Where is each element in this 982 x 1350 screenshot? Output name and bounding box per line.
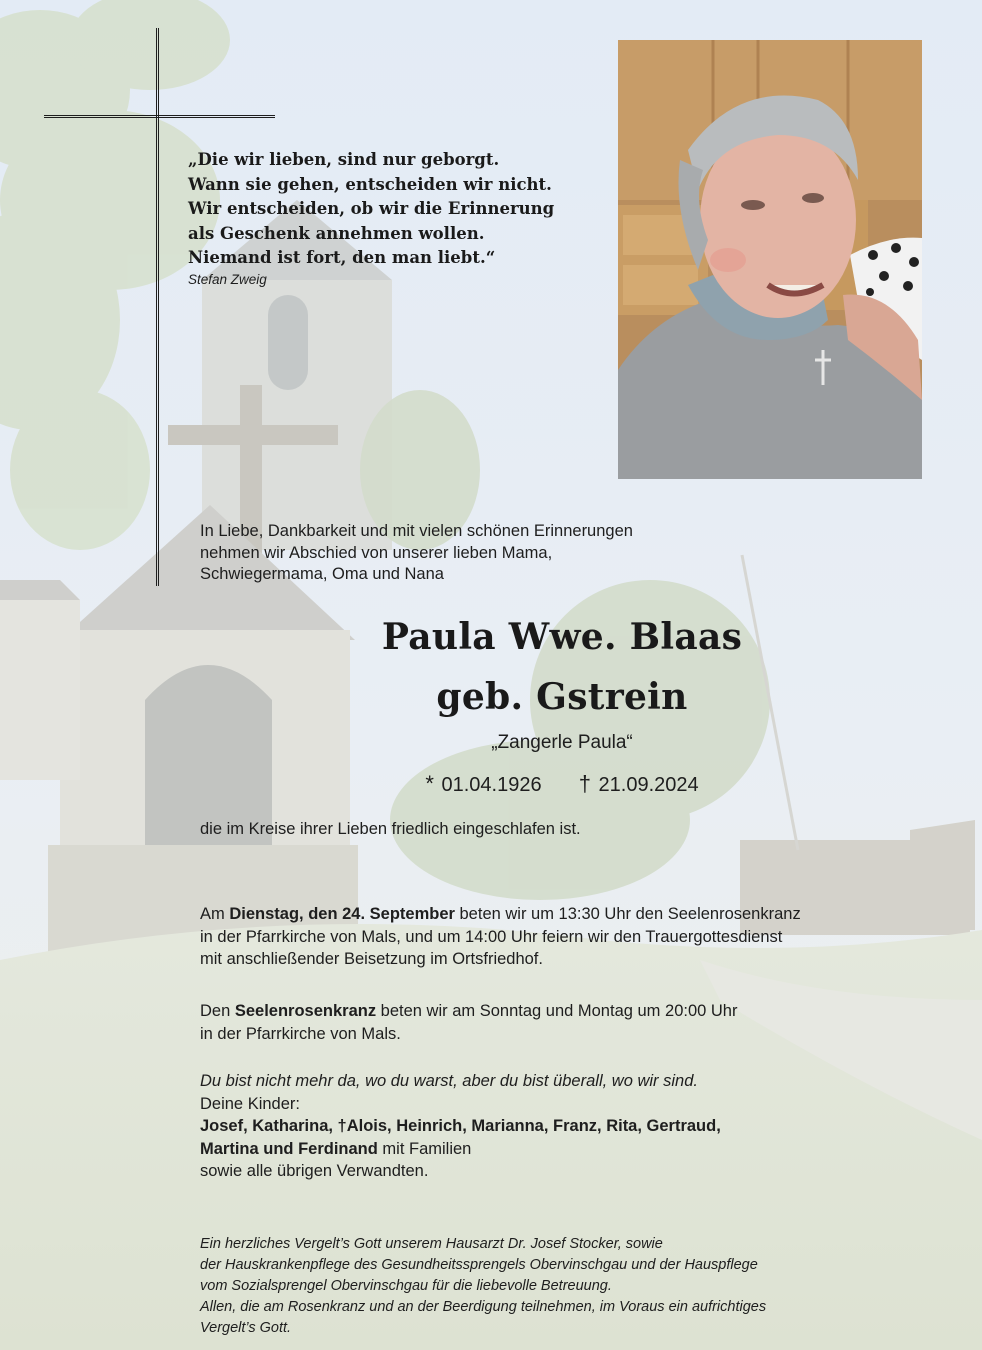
intro-line: In Liebe, Dankbarkeit und mit vielen schönen Erinnerungen <box>200 522 633 540</box>
quote-author: Stefan Zweig <box>188 272 267 287</box>
children-names: Martina und Ferdinand <box>200 1139 378 1158</box>
thanks-line: Ein herzliches Vergelt’s Gott unserem Hausarzt Dr. Josef Stocker, sowie <box>200 1236 663 1252</box>
portrait-photo <box>618 40 922 479</box>
quote-line: Wann sie gehen, entscheiden wir nicht. <box>188 174 552 194</box>
peaceful-passing-text: die im Kreise ihrer Lieben friedlich eingeschlafen ist. <box>200 820 581 838</box>
rosary-line: in der Pfarrkirche von Mals. <box>200 1024 401 1043</box>
rosary-line <box>200 1000 940 1023</box>
intro-text <box>200 521 760 586</box>
rosary-pre: Den <box>200 1002 235 1020</box>
cross-vertical-line <box>156 28 159 586</box>
funeral-service-paragraph <box>200 903 940 971</box>
death-date: 21.09.2024 <box>598 774 699 796</box>
other-relatives: sowie alle übrigen Verwandten. <box>200 1162 429 1180</box>
children-names: Josef, Katharina, †Alois, Heinrich, Marianna, Franz, Rita, Gertraud, <box>200 1117 721 1135</box>
deceased-name: Paula Wwe. Blaas <box>381 616 743 658</box>
cross-horizontal-line <box>44 115 275 118</box>
life-dates <box>262 771 862 797</box>
thanks-line: Allen, die am Rosenkranz und an der Beerdigung teilnehmen, im Voraus ein aufrichtiges <box>200 1299 767 1315</box>
quote-line: Wir entscheiden, ob wir die Erinnerung <box>188 199 555 218</box>
death-cross-icon: † <box>578 771 591 796</box>
deceased-birth-name: geb. Gstrein <box>436 676 688 718</box>
birth-date: 01.04.1926 <box>441 774 542 796</box>
thanks-line: vom Sozialsprengel Obervinschgau für die liebevolle Betreuung. <box>200 1278 612 1294</box>
thanks-line: Vergelt’s Gott. <box>200 1320 292 1336</box>
quote-line: als Geschenk annehmen wollen. <box>188 223 485 243</box>
birth-star-icon: * <box>425 771 434 796</box>
intro-line: nehmen wir Abschied von unserer lieben Mama, <box>200 543 553 562</box>
quote-line: Niemand ist fort, den man liebt.“ <box>188 248 496 267</box>
service-post: beten wir um 13:30 Uhr den Seelenrosenkranz <box>454 905 801 923</box>
children-line <box>200 1138 940 1161</box>
service-pre: Am <box>200 905 230 923</box>
quote-line: „Die wir lieben, sind nur geborgt. <box>188 150 500 169</box>
children-label: Deine Kinder: <box>200 1094 300 1113</box>
family-motto: Du bist nicht mehr da, wo du warst, aber du bist überall, wo wir sind. <box>200 1072 698 1090</box>
thanks-line: der Hauskrankenpflege des Gesundheitssprengels Obervinschgau und der Hauspflege <box>200 1257 758 1273</box>
service-line: in der Pfarrkirche von Mals, und um 14:00 Uhr feiern wir den Trauergottesdienst <box>200 927 783 946</box>
deceased-nickname: „Zangerle Paula“ <box>491 732 633 753</box>
service-line <box>200 903 940 926</box>
service-line: mit anschließender Beisetzung im Ortsfriedhof. <box>200 950 543 968</box>
rosary-title: Seelenrosenkranz <box>234 1002 377 1020</box>
thanks-paragraph <box>200 1234 940 1339</box>
family-paragraph <box>200 1070 940 1183</box>
intro-line: Schwiegermama, Oma und Nana <box>200 565 444 583</box>
service-day: Dienstag, den 24. September <box>229 905 455 923</box>
memorial-quote <box>188 148 608 271</box>
with-families: mit Familien <box>377 1139 472 1158</box>
rosary-paragraph <box>200 1000 940 1045</box>
rosary-post: beten wir am Sonntag und Montag um 20:00 Uhr <box>376 1002 738 1020</box>
